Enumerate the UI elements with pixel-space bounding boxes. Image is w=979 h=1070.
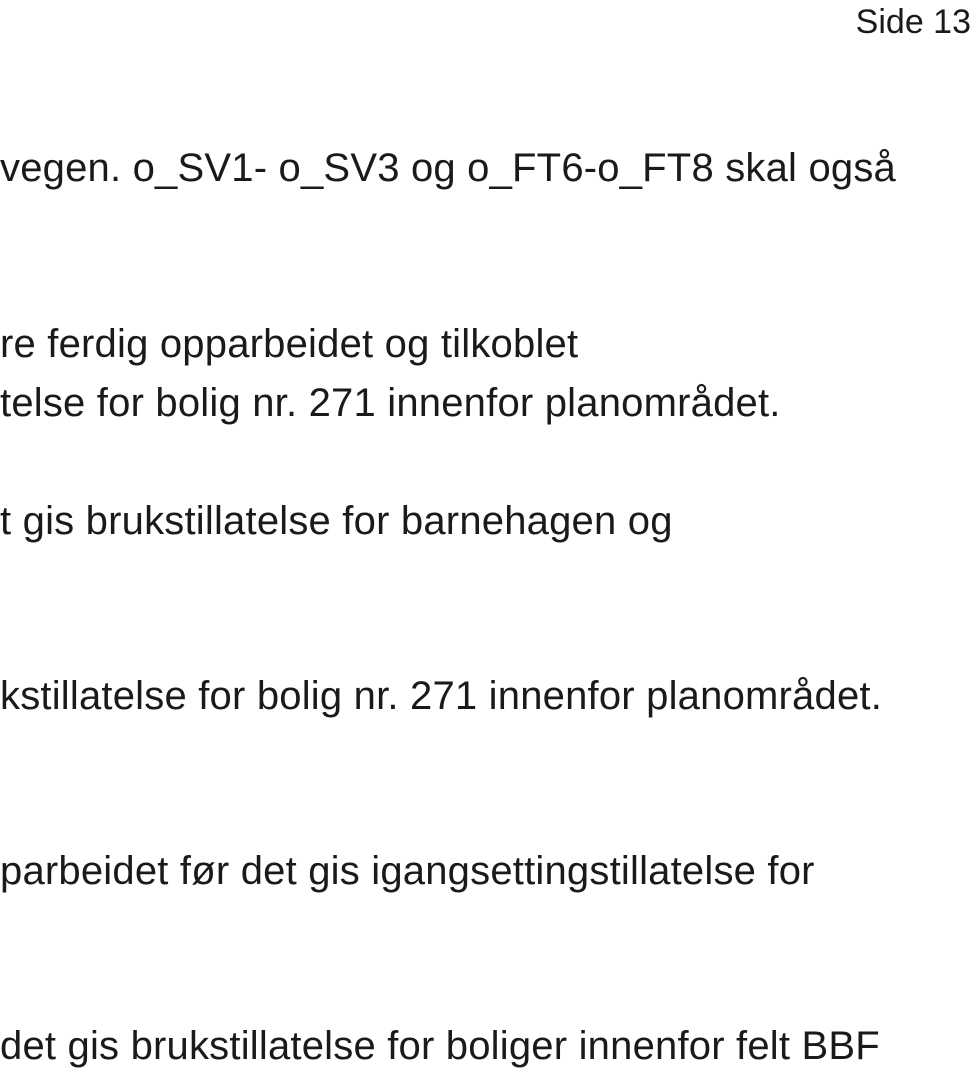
text-line: vegen. o_SV1- o_SV3 og o_FT6-o_FT8 skal også [0, 146, 896, 190]
text-line: telse for bolig nr. 271 innenfor planområdet. [0, 381, 781, 425]
text-line: parbeidet før det gis igangsettingstillatelse for [0, 849, 815, 893]
text-line: t gis brukstillatelse for barnehagen og [0, 499, 673, 543]
text-line: det gis brukstillatelse for boliger innenfor felt BBF [0, 1024, 880, 1068]
text-line: re ferdig opparbeidet og tilkoblet [0, 322, 579, 366]
text-line: kstillatelse for bolig nr. 271 innenfor planområdet. [0, 674, 883, 718]
page-number: Side 13 [855, 3, 971, 41]
